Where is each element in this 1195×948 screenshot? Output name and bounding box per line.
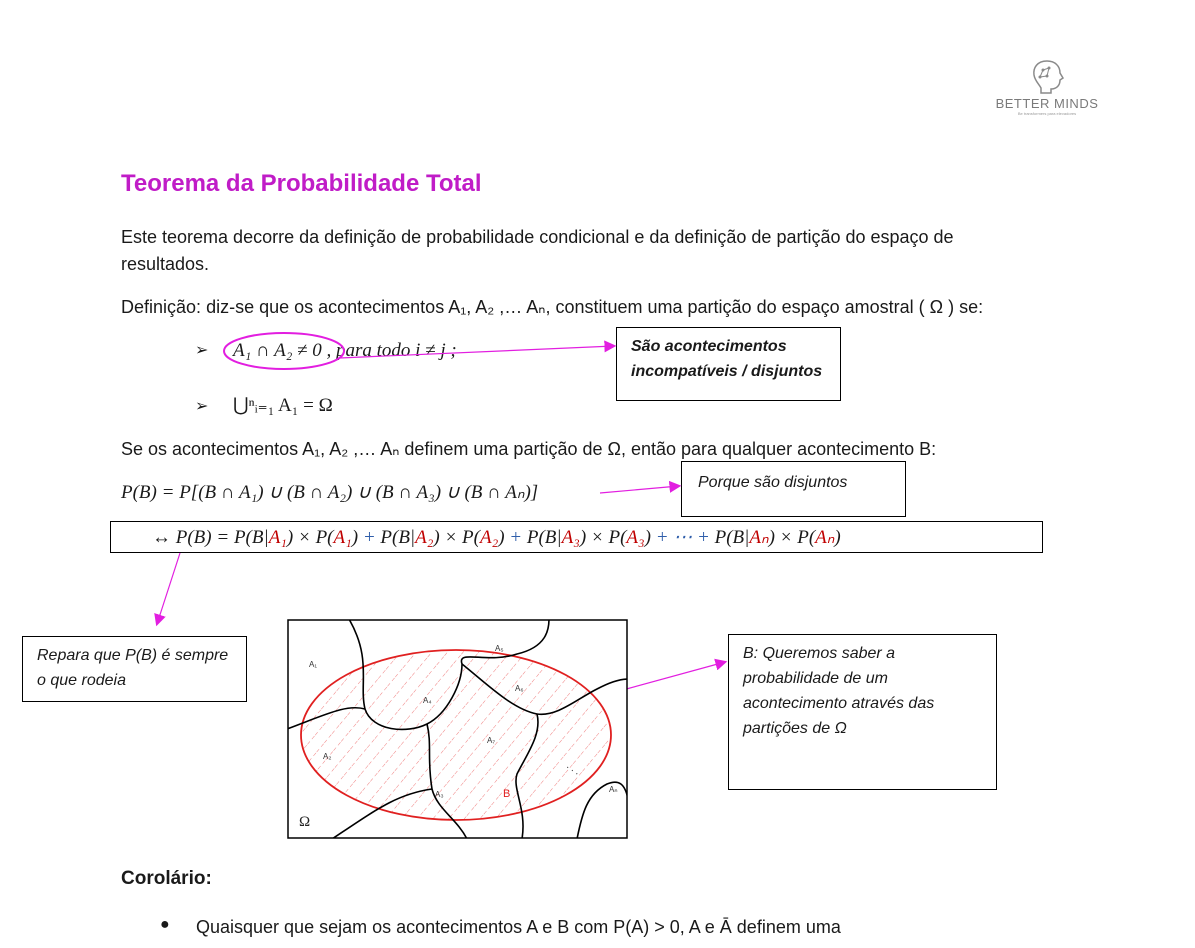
term-a2: A₂ xyxy=(415,527,434,548)
logo-tagline: Be transformers para elevadores xyxy=(1017,111,1077,116)
arrow-to-disjoint-note xyxy=(340,346,614,358)
event-b-ellipse xyxy=(301,650,611,820)
partition-diagram xyxy=(287,619,628,839)
label-b: B xyxy=(503,788,511,800)
label-a7: A₇ xyxy=(487,736,496,745)
formula-total: ↔ P(B) = P(B|A₁) × P(A₁) + P(B|A₂) × P(A₂) + P(B|A₃) × P(A₃) + ⋯ + P(B|Aₙ) × P(Aₙ) xyxy=(152,527,841,548)
label-a4: A₄ xyxy=(423,696,432,705)
label-a2: A₂ xyxy=(323,752,332,761)
term-an: Aₙ xyxy=(749,527,769,548)
label-a1: A₁ xyxy=(309,660,318,669)
formula-union: P(B) = P[(B ∩ A₁) ∪ (B ∩ A₂) ∪ (B ∩ A₃) ∪ (B ∩ Aₙ)] xyxy=(121,482,539,503)
condition-disjoint: A₁ ∩ A₂ ≠ 0 , para todo i ≠ j ; xyxy=(233,340,457,361)
bullet-dot-icon: ● xyxy=(160,916,170,933)
term-a3: A₃ xyxy=(561,527,580,548)
corolario-heading: Corolário: xyxy=(121,868,212,889)
corolario-bullet: Quaisquer que sejam os acontecimentos A e B com P(A) > 0, A e Ā definem uma xyxy=(196,917,841,937)
arrow-to-repara-note xyxy=(157,553,180,624)
label-omega: Ω xyxy=(299,814,311,830)
label-dots: . . . xyxy=(564,760,583,778)
definition-label: Definição: xyxy=(121,297,202,317)
label-a3: A₃ xyxy=(435,790,444,799)
intro-paragraph: Este teorema decorre da definição de probabilidade condicional e da definição de partição do espaço de resultados. xyxy=(121,227,954,274)
logo-name: BETTER MINDS xyxy=(995,96,1099,111)
label-a6: A₆ xyxy=(515,684,524,693)
label-a5: A₅ xyxy=(495,644,504,653)
label-an: Aₙ xyxy=(609,785,618,794)
bullet-arrow-icon: ➢ xyxy=(195,398,209,415)
term-a1: A₁ xyxy=(268,527,287,548)
condition-union: ⋃ⁿᵢ₌₁ A₁ = Ω xyxy=(233,395,333,416)
statement-paragraph: Se os acontecimentos A₁, A₂ ,… Aₙ definem uma partição de Ω, então para qualquer acontecimento B: xyxy=(121,439,937,459)
note-porque-text: Porque são disjuntos xyxy=(698,474,848,491)
page-title: Teorema da Probabilidade Total xyxy=(121,170,482,197)
bullet-arrow-icon: ➢ xyxy=(195,342,209,359)
note-b-text: B: Queremos saber a probabilidade de um acontecimento através das partições de Ω xyxy=(743,645,935,737)
definition-text: diz-se que os acontecimentos A₁, A₂ ,… Aₙ, constituem uma partição do espaço amostral ( Ω ) se: xyxy=(206,297,984,317)
note-repara-text: Repara que P(B) é sempre o que rodeia xyxy=(37,647,229,689)
arrow-to-porque-note xyxy=(600,486,679,493)
note-disjoint-text: São acontecimentos incompatíveis / disjuntos xyxy=(631,338,823,380)
